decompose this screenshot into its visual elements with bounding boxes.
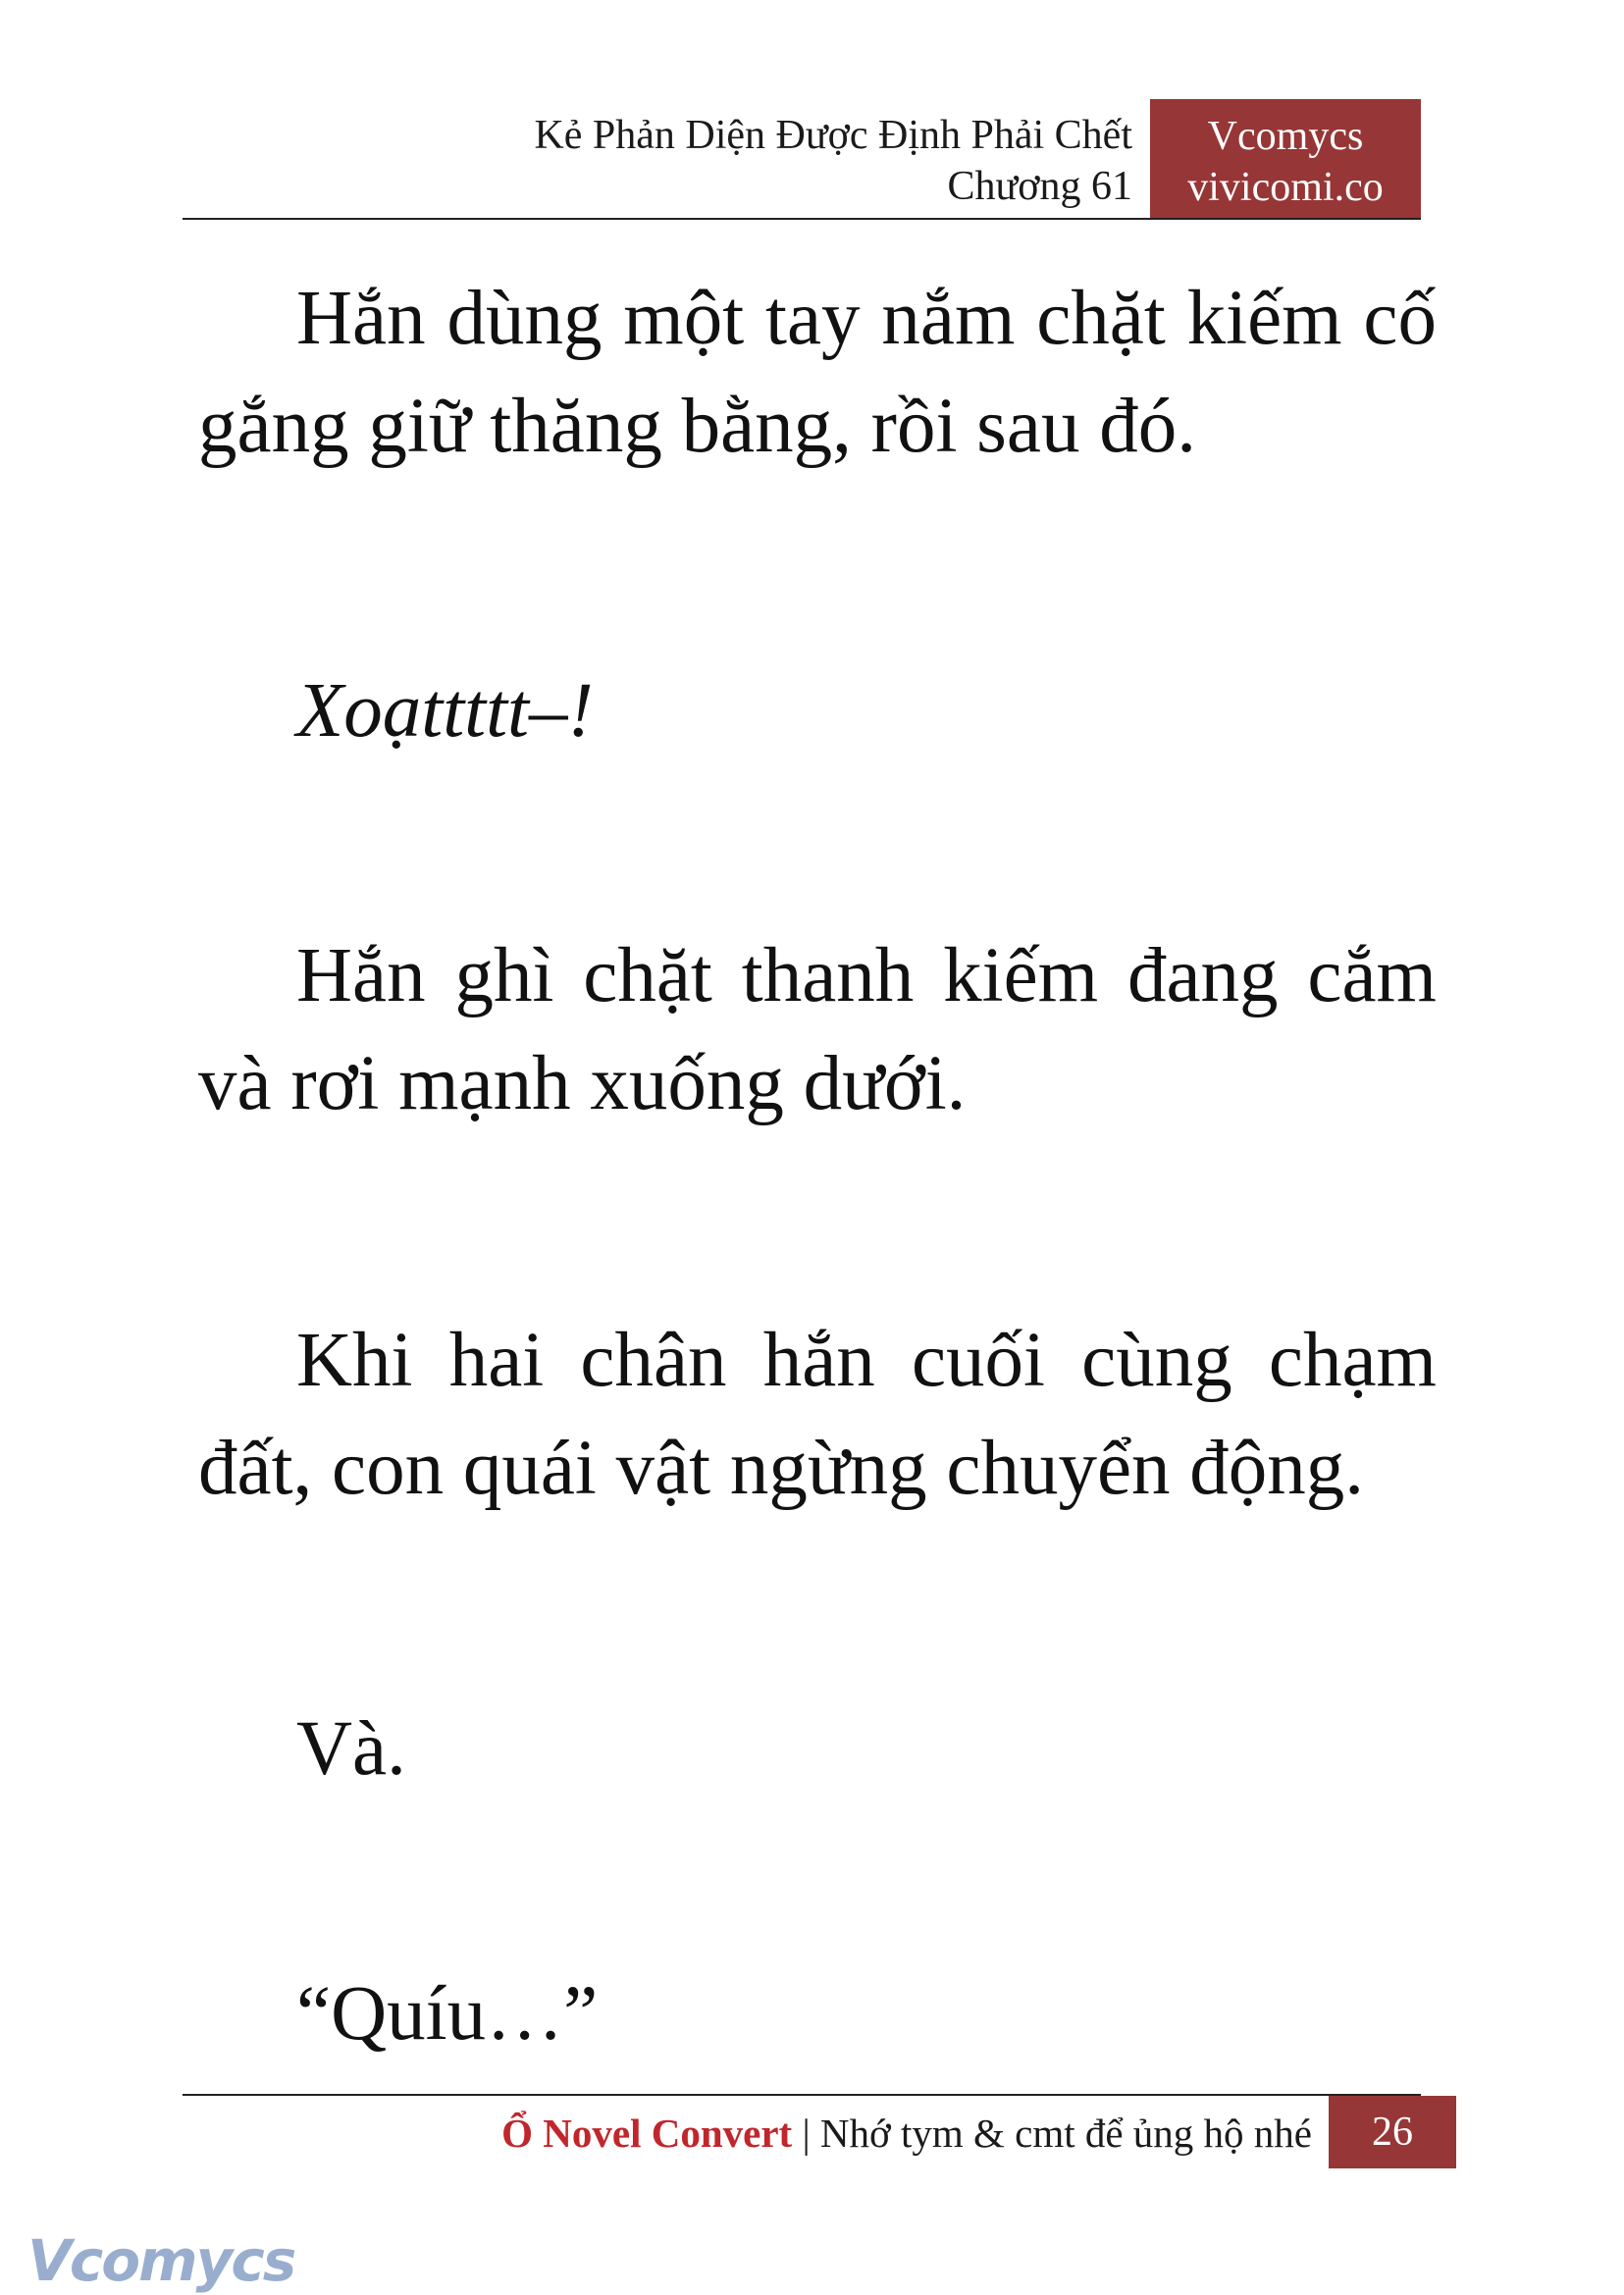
paragraph-1: Hắn dùng một tay nắm chặt kiếm cố gắng giữ thăng bằng, rồi sau đó. [198, 276, 1437, 469]
badge-name: Vcomycs [1207, 114, 1364, 159]
footer-separator: | [792, 2111, 820, 2156]
paragraph-5: Và. [296, 1706, 406, 1792]
footer-message: Nhớ tym & cmt để ủng hộ nhé [819, 2111, 1312, 2156]
footer-divider [183, 2094, 1421, 2096]
badge-site: vivicomi.co [1187, 165, 1384, 210]
chapter-label: Chương 61 [947, 164, 1132, 209]
footer-credit [501, 2106, 1312, 2161]
paragraph-6: “Quíu…” [296, 1971, 599, 2057]
paragraph-2: Xoạttttt–! [296, 668, 594, 754]
footer-brand: Ổ Novel Convert [501, 2111, 793, 2156]
paragraph-4: Khi hai chân hắn cuối cùng chạm đất, con quái vật ngừng chuyển động. [198, 1318, 1437, 1511]
running-header [534, 110, 1132, 212]
header-divider [183, 218, 1421, 220]
publisher-badge [1150, 99, 1421, 219]
page-number: 26 [1329, 2096, 1456, 2168]
watermark-logo: Vcomycs [27, 2227, 295, 2294]
paragraph-3: Hắn ghì chặt thanh kiếm đang cắm và rơi mạnh xuống dưới. [198, 933, 1437, 1126]
book-title: Kẻ Phản Diện Được Định Phải Chết [534, 113, 1132, 158]
